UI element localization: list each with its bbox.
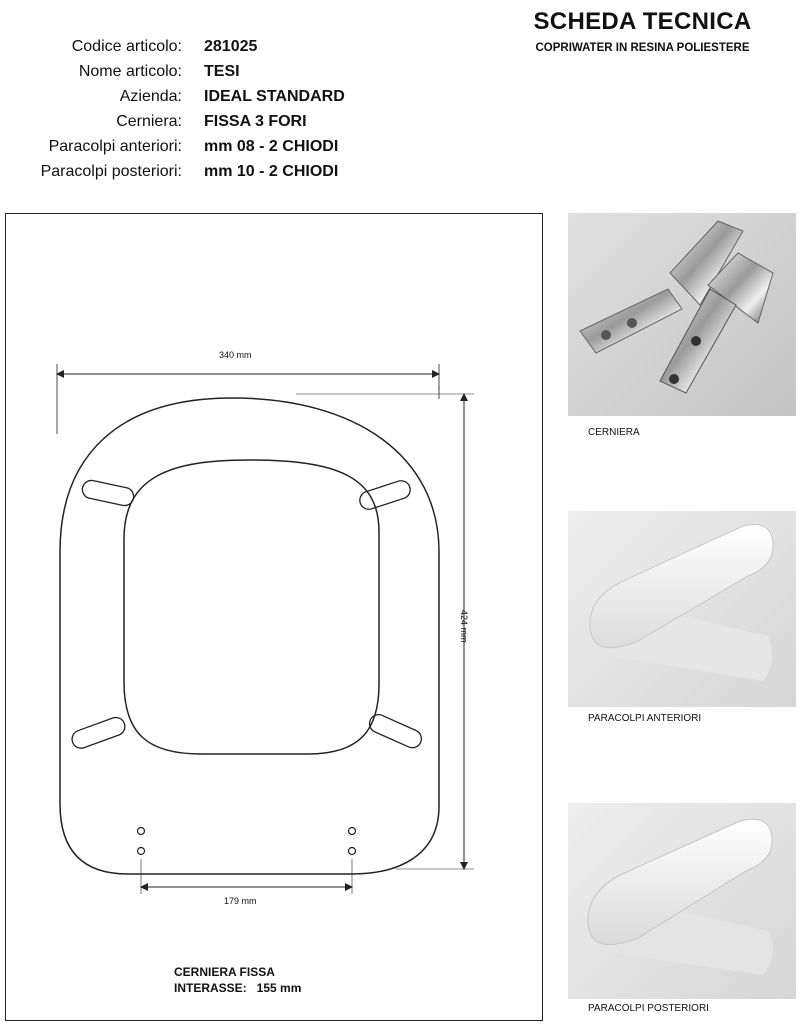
- spec-value-rear-bumpers: mm 10 - 2 CHIODI: [204, 163, 339, 180]
- bumper-slot-bottom-right: [367, 712, 425, 751]
- bumper-slot-top-left: [81, 479, 136, 507]
- spec-label-front-bumpers: Paracolpi anteriori:: [48, 138, 182, 155]
- hinge-hole: [138, 848, 145, 855]
- hinge-dimension-label: 179 mm: [224, 896, 257, 906]
- spec-label-hinge: Cerniera:: [116, 113, 182, 130]
- spec-value-name: TESI: [204, 63, 240, 80]
- spec-label-company: Azienda:: [119, 88, 182, 105]
- technical-drawing: [5, 213, 543, 1021]
- width-dimension-label: 340 mm: [219, 350, 252, 360]
- rear-bumper-caption: PARACOLPI POSTERIORI: [588, 1003, 709, 1014]
- rear-bumper-photo: [568, 803, 796, 999]
- hinge-hole: [349, 848, 356, 855]
- sheet-subtitle: COPRIWATER IN RESINA POLIESTERE: [535, 42, 750, 54]
- spec-value-front-bumpers: mm 08 - 2 CHIODI: [204, 138, 339, 155]
- bumper-image-icon: [568, 803, 796, 999]
- seat-outer-outline: [60, 398, 439, 874]
- hinge-photo: [568, 213, 796, 416]
- spec-label-name: Nome articolo:: [78, 63, 182, 80]
- spec-value-hinge: FISSA 3 FORI: [204, 113, 307, 130]
- height-dimension-label: 424 mm: [459, 610, 469, 643]
- sheet-title: SCHEDA TECNICA: [533, 8, 752, 35]
- spec-labels: [0, 34, 182, 184]
- spec-value-code: 281025: [204, 38, 258, 55]
- bumper-slot-top-right: [357, 478, 412, 511]
- hinge-hole: [349, 828, 356, 835]
- hinge-hole: [138, 828, 145, 835]
- hinge-note: [174, 964, 301, 996]
- seat-inner-opening: [124, 460, 379, 754]
- hinge-note-line1: CERNIERA FISSA: [174, 965, 275, 979]
- spec-label-rear-bumpers: Paracolpi posteriori:: [40, 163, 182, 180]
- front-bumper-caption: PARACOLPI ANTERIORI: [588, 713, 702, 724]
- hinge-image-icon: [568, 213, 796, 416]
- spec-values: [204, 34, 345, 184]
- hinge-caption: CERNIERA: [588, 427, 640, 438]
- bumper-slot-bottom-left: [70, 715, 128, 751]
- spec-label-code: Codice articolo:: [71, 38, 182, 55]
- bumper-image-icon: [568, 511, 796, 707]
- hinge-note-line2: INTERASSE: 155 mm: [174, 981, 302, 995]
- spec-value-company: IDEAL STANDARD: [204, 88, 345, 105]
- front-bumper-photo: [568, 511, 796, 707]
